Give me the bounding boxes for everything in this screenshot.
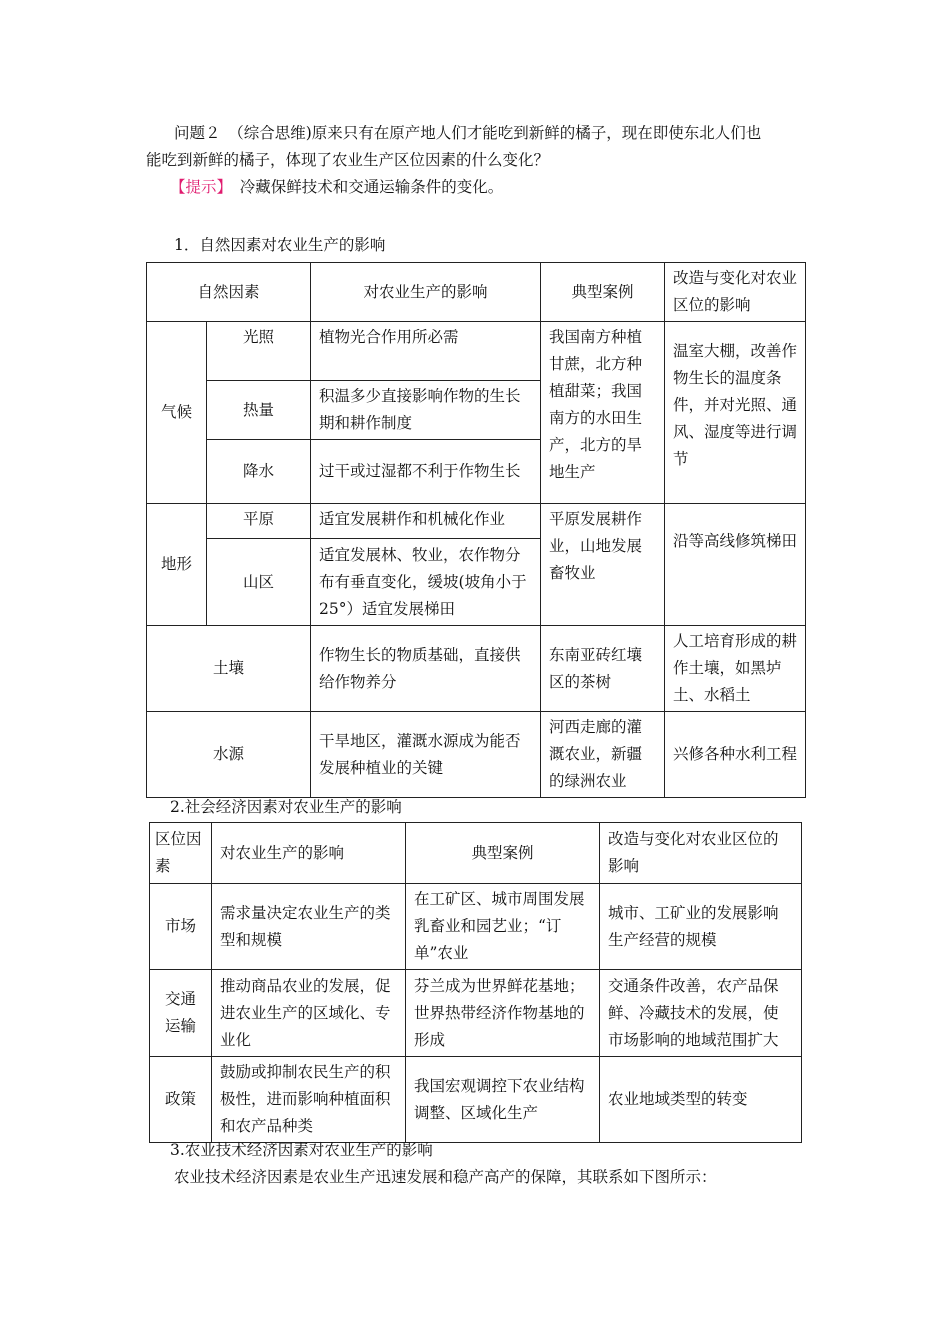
table-row — [150, 884, 802, 970]
row-impact: 推动商品农业的发展，促进农业生产的区域化、专业化 — [212, 970, 406, 1057]
climate-case: 我国南方种植甘蔗，北方种植甜菜；我国南方的水田生产，北方的旱地生产 — [541, 322, 665, 504]
socioeconomic-factors-table — [149, 822, 802, 1143]
section3-text-wrap — [174, 1164, 717, 1191]
climate-label: 气候 — [147, 322, 207, 504]
soil-impact: 作物生长的物质基础，直接供给作物养分 — [311, 626, 541, 712]
table-row — [150, 1057, 802, 1143]
section1-title: 1．自然因素对农业生产的影响 — [174, 236, 386, 254]
soil-label: 土壤 — [147, 626, 311, 712]
section2-title-wrap — [170, 794, 402, 821]
row-change: 农业地域类型的转变 — [600, 1057, 802, 1143]
table-row — [147, 626, 806, 712]
header-factor: 自然因素 — [147, 263, 311, 322]
question-line-1: 问题２ （综合思维)原来只有在原产地人们才能吃到新鲜的橘子，现在即使东北人们也 — [174, 124, 762, 142]
hint-block — [170, 174, 503, 201]
section3-title-wrap — [170, 1137, 433, 1164]
row-change: 城市、工矿业的发展影响生产经营的规模 — [600, 884, 802, 970]
table-header-row — [150, 823, 802, 884]
header-change: 改造与变化对农业区位的影响 — [665, 263, 806, 322]
table-row — [147, 504, 806, 539]
climate-sub: 光照 — [207, 322, 311, 381]
water-change: 兴修各种水利工程 — [665, 712, 806, 798]
table-row — [147, 712, 806, 798]
row-factor: 交通运输 — [150, 970, 212, 1057]
terrain-sub: 山区 — [207, 539, 311, 626]
row-impact: 鼓励或抑制农民生产的积极性，进而影响种植面积和农产品种类 — [212, 1057, 406, 1143]
row-factor: 政策 — [150, 1057, 212, 1143]
water-label: 水源 — [147, 712, 311, 798]
header-case: 典型案例 — [406, 823, 600, 884]
climate-impact: 积温多少直接影响作物的生长期和耕作制度 — [311, 381, 541, 440]
row-change: 交通条件改善，农产品保鲜、冷藏技术的发展，使市场影响的地域范围扩大 — [600, 970, 802, 1057]
row-case: 我国宏观调控下农业结构调整、区域化生产 — [406, 1057, 600, 1143]
section2-title: 2.社会经济因素对农业生产的影响 — [170, 798, 402, 816]
soil-change: 人工培育形成的耕作土壤，如黑垆土、水稻土 — [665, 626, 806, 712]
question-line-2: 能吃到新鲜的橘子，体现了农业生产区位因素的什么变化？ — [146, 151, 550, 169]
natural-factors-table — [146, 262, 806, 798]
climate-sub: 降水 — [207, 440, 311, 504]
row-impact: 需求量决定农业生产的类型和规模 — [212, 884, 406, 970]
table-row — [150, 970, 802, 1057]
header-case: 典型案例 — [541, 263, 665, 322]
climate-impact: 植物光合作用所必需 — [311, 322, 541, 381]
table-header-row — [147, 263, 806, 322]
terrain-impact: 适宜发展耕作和机械化作业 — [311, 504, 541, 539]
terrain-sub: 平原 — [207, 504, 311, 539]
section3-title: 3.农业技术经济因素对农业生产的影响 — [170, 1141, 433, 1159]
water-case: 河西走廊的灌溉农业，新疆的绿洲农业 — [541, 712, 665, 798]
terrain-impact: 适宜发展林、牧业，农作物分布有垂直变化，缓坡(坡角小于25°）适宜发展梯田 — [311, 539, 541, 626]
header-impact: 对农业生产的影响 — [311, 263, 541, 322]
terrain-label: 地形 — [147, 504, 207, 626]
soil-case: 东南亚砖红壤区的茶树 — [541, 626, 665, 712]
climate-change: 温室大棚，改善作物生长的温度条件，并对光照、通风、湿度等进行调节 — [665, 322, 806, 504]
water-impact: 干旱地区，灌溉水源成为能否发展种植业的关键 — [311, 712, 541, 798]
section3-text: 农业技术经济因素是农业生产迅速发展和稳产高产的保障，其联系如下图所示： — [174, 1168, 717, 1186]
header-factor: 区位因素 — [150, 823, 212, 884]
header-change: 改造与变化对农业区位的影响 — [600, 823, 802, 884]
hint-text: 冷藏保鲜技术和交通运输条件的变化。 — [224, 178, 504, 196]
hint-label: 【提示】 — [170, 178, 225, 196]
row-case: 芬兰成为世界鲜花基地；世界热带经济作物基地的形成 — [406, 970, 600, 1057]
question-block — [174, 120, 761, 147]
terrain-case: 平原发展耕作业，山地发展畜牧业 — [541, 504, 665, 626]
climate-impact: 过干或过湿都不利于作物生长 — [311, 440, 541, 504]
section1-title-wrap — [174, 232, 385, 259]
climate-sub: 热量 — [207, 381, 311, 440]
table-row — [147, 322, 806, 381]
row-case: 在工矿区、城市周围发展乳畜业和园艺业；“订单”农业 — [406, 884, 600, 970]
question-block-cont — [146, 147, 549, 174]
row-factor: 市场 — [150, 884, 212, 970]
terrain-change: 沿等高线修筑梯田 — [665, 504, 806, 626]
header-impact: 对农业生产的影响 — [212, 823, 406, 884]
